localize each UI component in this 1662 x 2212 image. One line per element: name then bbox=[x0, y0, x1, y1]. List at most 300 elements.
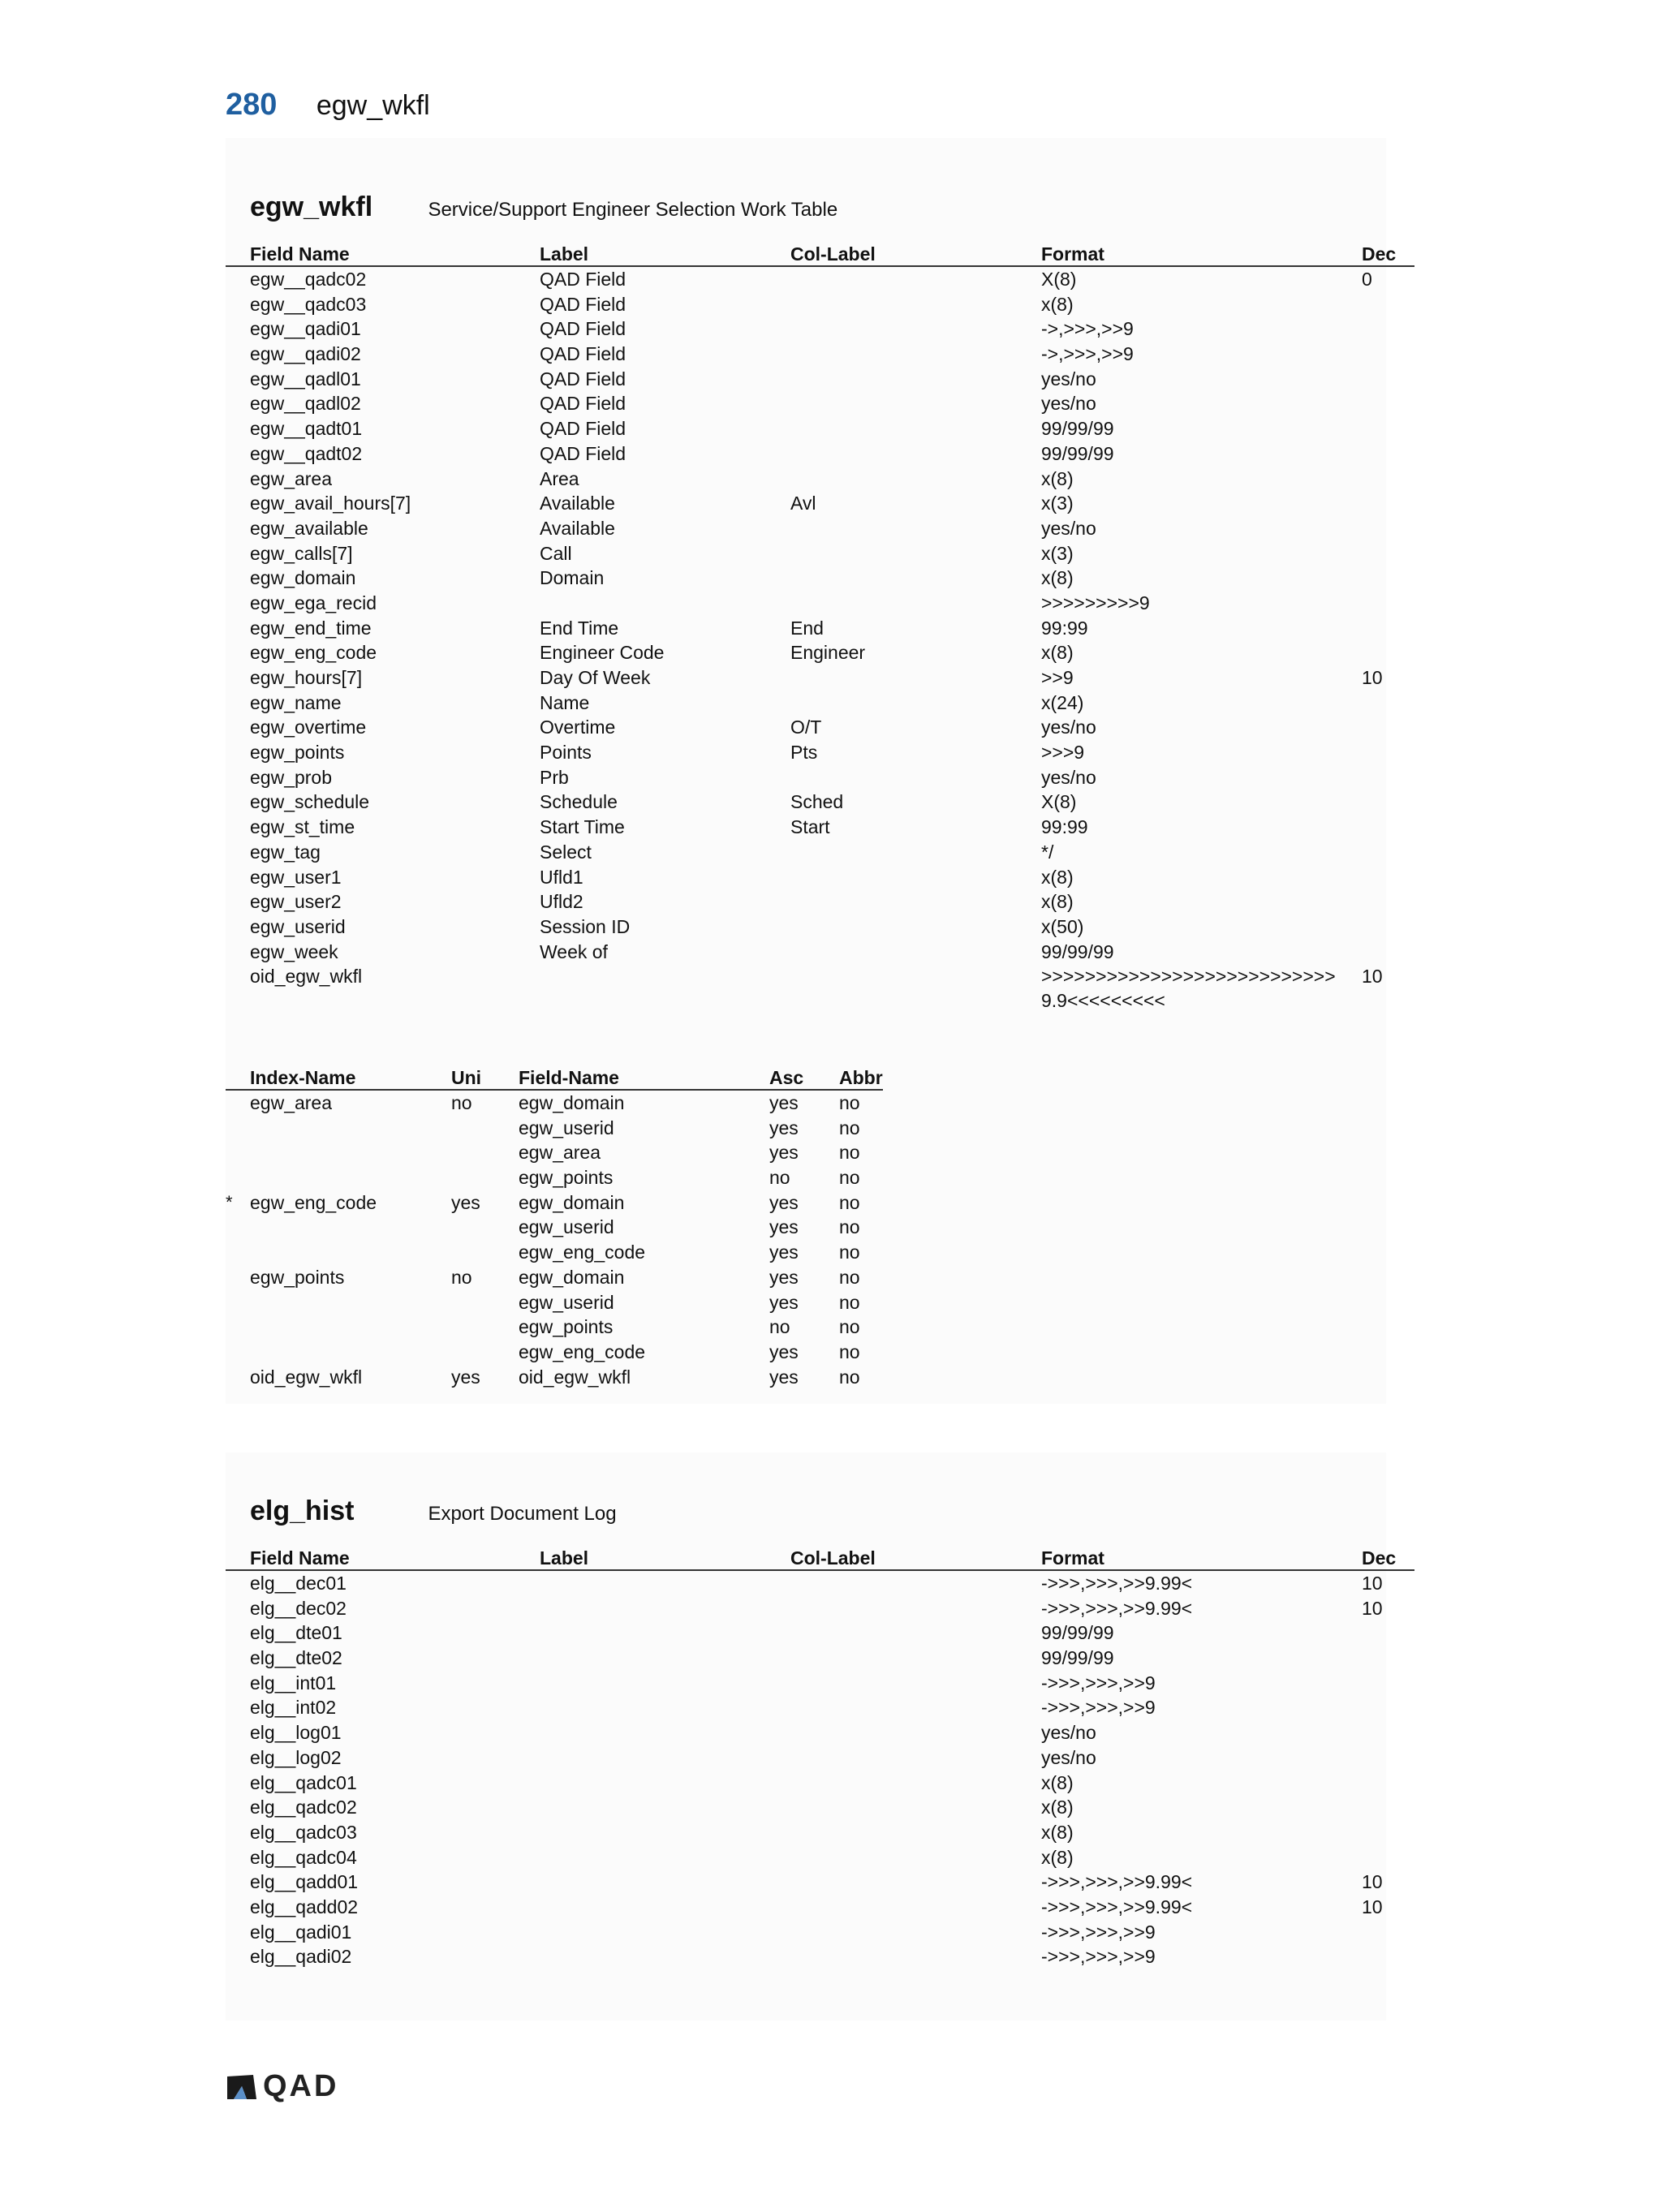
table-row bbox=[226, 715, 1414, 740]
abbr-cell bbox=[815, 1140, 883, 1165]
dec-cell bbox=[1337, 316, 1414, 342]
abbr-cell-text: no bbox=[839, 1242, 860, 1263]
index-field-cell bbox=[494, 1265, 745, 1290]
asc-cell bbox=[745, 1240, 815, 1265]
col-label-cell bbox=[766, 1820, 1017, 1845]
format-cell: X(8) bbox=[1041, 791, 1077, 813]
index-row bbox=[226, 1215, 883, 1240]
col-label-cell bbox=[766, 391, 1017, 416]
dec-cell bbox=[1337, 491, 1414, 516]
col-label-cell: Start bbox=[790, 816, 830, 838]
label-cell: Ufld2 bbox=[540, 891, 583, 913]
label-cell: Week of bbox=[540, 940, 608, 962]
field-name-cell: egw_ega_recid bbox=[250, 592, 377, 613]
table-row bbox=[226, 914, 1414, 940]
format-cell: yes/no bbox=[1041, 517, 1096, 539]
label-cell: Domain bbox=[540, 567, 605, 589]
dec-cell bbox=[1337, 740, 1414, 765]
asc-cell-text: yes bbox=[769, 1291, 799, 1313]
table-row bbox=[226, 491, 1414, 516]
header-col-label: Col-Label bbox=[766, 240, 1017, 266]
table-row bbox=[226, 1620, 1414, 1646]
index-name-cell bbox=[226, 1340, 427, 1365]
asc-cell bbox=[745, 1165, 815, 1190]
abbr-cell bbox=[815, 1315, 883, 1340]
dec-cell bbox=[1337, 815, 1414, 840]
label-cell bbox=[515, 1895, 766, 1920]
label-cell bbox=[515, 1671, 766, 1696]
dec-cell bbox=[1337, 441, 1414, 467]
field-name-cell: egw__qadt02 bbox=[250, 442, 363, 464]
format-cell: */ bbox=[1041, 841, 1054, 863]
abbr-cell-text: no bbox=[839, 1216, 860, 1238]
index-name-cell bbox=[226, 1315, 427, 1340]
label-cell: QAD Field bbox=[540, 269, 626, 290]
index-name-cell bbox=[226, 1265, 427, 1290]
field-name-cell: egw_name bbox=[250, 691, 342, 713]
format-cell: x(8) bbox=[1041, 1797, 1074, 1818]
col-label-cell: End bbox=[790, 617, 824, 639]
dec-cell bbox=[1337, 1944, 1414, 1969]
abbr-cell-text: no bbox=[839, 1092, 860, 1113]
col-label-cell bbox=[766, 1920, 1017, 1945]
field-name-cell: elg__dte02 bbox=[250, 1647, 342, 1669]
field-name-cell: egw_tag bbox=[250, 841, 321, 863]
dec-cell bbox=[1337, 1795, 1414, 1820]
asc-cell bbox=[745, 1140, 815, 1165]
dec-cell bbox=[1337, 391, 1414, 416]
field-name-cell: egw_schedule bbox=[250, 791, 370, 813]
format-cell: x(8) bbox=[1041, 866, 1074, 888]
abbr-cell bbox=[815, 1165, 883, 1190]
format-cell: 99/99/99 bbox=[1041, 442, 1114, 464]
unique-cell-text: yes bbox=[451, 1366, 480, 1388]
unique-cell-text: no bbox=[451, 1092, 472, 1113]
asc-cell bbox=[745, 1290, 815, 1315]
table-row bbox=[226, 391, 1414, 416]
dec-cell bbox=[1337, 292, 1414, 317]
table-description: Service/Support Engineer Selection Work Table bbox=[428, 199, 838, 221]
label-cell: QAD Field bbox=[540, 318, 626, 340]
index-row bbox=[226, 1265, 883, 1290]
unique-cell bbox=[427, 1290, 494, 1315]
header-dec: Dec bbox=[1337, 240, 1414, 266]
table-row bbox=[226, 1895, 1414, 1920]
field-name-cell: elg__int01 bbox=[250, 1672, 337, 1693]
table-row bbox=[226, 1646, 1414, 1671]
egw-wkfl-index-table bbox=[226, 1064, 883, 1389]
table-row bbox=[226, 765, 1414, 790]
unique-cell bbox=[427, 1165, 494, 1190]
table-row bbox=[226, 865, 1414, 890]
col-label-cell: Avl bbox=[790, 493, 816, 514]
table-row bbox=[226, 640, 1414, 665]
field-name-cell: egw__qadi02 bbox=[250, 343, 361, 365]
unique-cell bbox=[427, 1215, 494, 1240]
table-row bbox=[226, 266, 1414, 292]
index-header-row bbox=[226, 1064, 883, 1090]
dec-cell bbox=[1337, 715, 1414, 740]
label-cell: Name bbox=[540, 691, 590, 713]
unique-cell bbox=[427, 1240, 494, 1265]
format-cell: yes/no bbox=[1041, 766, 1096, 788]
abbr-cell bbox=[815, 1215, 883, 1240]
format-cell: 99/99/99 bbox=[1041, 940, 1114, 962]
unique-cell-text: no bbox=[451, 1266, 472, 1288]
format-cell: x(8) bbox=[1041, 1821, 1074, 1843]
index-field-cell-text: egw_userid bbox=[519, 1117, 614, 1138]
field-name-cell: elg__qadi01 bbox=[250, 1921, 352, 1943]
dec-cell bbox=[1337, 1620, 1414, 1646]
index-row bbox=[226, 1165, 883, 1190]
label-cell: Session ID bbox=[540, 915, 631, 937]
table-row bbox=[226, 342, 1414, 367]
header-label: Label bbox=[515, 1544, 766, 1570]
table-row bbox=[226, 1671, 1414, 1696]
dec-cell bbox=[1337, 541, 1414, 566]
format-cell: >>9 bbox=[1041, 667, 1074, 688]
table-row bbox=[226, 1920, 1414, 1945]
header-field-name: Field Name bbox=[226, 1544, 515, 1570]
col-label-cell bbox=[766, 691, 1017, 716]
format-cell: x(8) bbox=[1041, 567, 1074, 589]
header-uni: Uni bbox=[427, 1064, 494, 1090]
dec-cell: 10 bbox=[1362, 1871, 1383, 1893]
elg-hist-field-table bbox=[226, 1544, 1414, 1969]
col-label-cell bbox=[766, 516, 1017, 541]
asc-cell bbox=[745, 1315, 815, 1340]
dec-cell bbox=[1337, 940, 1414, 965]
asc-cell bbox=[745, 1365, 815, 1390]
label-cell: End Time bbox=[540, 617, 619, 639]
index-field-cell bbox=[494, 1165, 745, 1190]
label-cell: QAD Field bbox=[540, 343, 626, 365]
table-row bbox=[226, 691, 1414, 716]
field-name-cell: egw_st_time bbox=[250, 816, 355, 838]
dec-cell bbox=[1337, 616, 1414, 641]
format-cell: ->>>,>>>,>>9 bbox=[1041, 1672, 1156, 1693]
index-field-cell-text: egw_userid bbox=[519, 1291, 614, 1313]
label-cell bbox=[515, 1620, 766, 1646]
label-cell: Prb bbox=[540, 766, 569, 788]
field-name-cell: elg__dec02 bbox=[250, 1597, 347, 1619]
col-label-cell bbox=[766, 441, 1017, 467]
table-row bbox=[226, 541, 1414, 566]
dec-cell bbox=[1337, 865, 1414, 890]
dec-cell bbox=[1337, 367, 1414, 392]
format-cell: ->>>,>>>,>>9.99< bbox=[1041, 1573, 1193, 1594]
abbr-cell-text: no bbox=[839, 1191, 860, 1213]
dec-cell: 10 bbox=[1362, 1896, 1383, 1917]
label-cell: Available bbox=[540, 493, 615, 514]
table-row bbox=[226, 416, 1414, 441]
index-field-cell-text: egw_domain bbox=[519, 1191, 625, 1213]
label-cell bbox=[515, 1720, 766, 1745]
label-cell bbox=[515, 1944, 766, 1969]
index-field-cell bbox=[494, 1116, 745, 1141]
col-label-cell bbox=[766, 1795, 1017, 1820]
index-name-cell-text: egw_points bbox=[250, 1266, 345, 1288]
index-row bbox=[226, 1140, 883, 1165]
index-row bbox=[226, 1090, 883, 1116]
dec-cell bbox=[1337, 1695, 1414, 1720]
field-header-row bbox=[226, 240, 1414, 266]
col-label-cell bbox=[766, 1944, 1017, 1969]
dec-cell bbox=[1337, 790, 1414, 815]
col-label-cell bbox=[766, 566, 1017, 591]
index-field-cell-text: egw_domain bbox=[519, 1266, 625, 1288]
asc-cell bbox=[745, 1340, 815, 1365]
label-cell: Engineer Code bbox=[540, 642, 665, 664]
dec-cell bbox=[1337, 516, 1414, 541]
table-row bbox=[226, 1570, 1414, 1596]
label-cell: Area bbox=[540, 467, 579, 489]
table-row bbox=[226, 1820, 1414, 1845]
field-name-cell: elg__qadd01 bbox=[250, 1871, 359, 1893]
unique-cell bbox=[427, 1116, 494, 1141]
format-cell: ->>>,>>>,>>9 bbox=[1041, 1946, 1156, 1968]
label-cell: QAD Field bbox=[540, 418, 626, 440]
col-label-cell: Pts bbox=[790, 742, 818, 764]
index-field-cell bbox=[494, 1340, 745, 1365]
index-name-cell bbox=[226, 1190, 427, 1216]
dec-cell bbox=[1337, 416, 1414, 441]
asc-cell-text: yes bbox=[769, 1242, 799, 1263]
col-label-cell bbox=[766, 765, 1017, 790]
table-row bbox=[226, 815, 1414, 840]
label-cell bbox=[515, 591, 766, 616]
abbr-cell bbox=[815, 1365, 883, 1390]
col-label-cell bbox=[766, 1771, 1017, 1796]
unique-cell bbox=[427, 1265, 494, 1290]
format-cell: ->,>>>,>>9 bbox=[1041, 318, 1134, 340]
field-name-cell: elg__dte01 bbox=[250, 1622, 342, 1644]
col-label-cell bbox=[766, 541, 1017, 566]
label-cell: QAD Field bbox=[540, 368, 626, 389]
field-name-cell: egw_eng_code bbox=[250, 642, 377, 664]
field-name-cell: egw_points bbox=[250, 742, 345, 764]
table-row bbox=[226, 889, 1414, 914]
format-cell: ->>>,>>>,>>9.99< bbox=[1041, 1597, 1193, 1619]
col-label-cell bbox=[766, 1720, 1017, 1745]
index-field-cell-text: egw_area bbox=[519, 1142, 601, 1164]
header-format: Format bbox=[1017, 240, 1337, 266]
index-field-cell-text: egw_eng_code bbox=[519, 1242, 646, 1263]
col-label-cell bbox=[766, 1620, 1017, 1646]
table-row bbox=[226, 1870, 1414, 1895]
label-cell bbox=[515, 964, 766, 1013]
table-row bbox=[226, 292, 1414, 317]
unique-cell bbox=[427, 1140, 494, 1165]
field-name-cell: egw__qadt01 bbox=[250, 418, 363, 440]
field-name-cell: egw_user2 bbox=[250, 891, 342, 913]
unique-cell bbox=[427, 1340, 494, 1365]
index-row bbox=[226, 1190, 883, 1216]
asc-cell-text: no bbox=[769, 1167, 790, 1189]
field-name-cell: egw_user1 bbox=[250, 866, 342, 888]
table-row bbox=[226, 1944, 1414, 1969]
field-name-cell: elg__qadc03 bbox=[250, 1821, 357, 1843]
dec-cell bbox=[1337, 591, 1414, 616]
table-row bbox=[226, 467, 1414, 492]
field-name-cell: egw__qadl01 bbox=[250, 368, 361, 389]
format-cell: x(24) bbox=[1041, 691, 1084, 713]
format-cell: X(8) bbox=[1041, 269, 1077, 290]
col-label-cell bbox=[766, 1596, 1017, 1621]
index-name-cell-text: oid_egw_wkfl bbox=[250, 1366, 363, 1388]
asc-cell-text: yes bbox=[769, 1142, 799, 1164]
dec-cell bbox=[1337, 342, 1414, 367]
abbr-cell bbox=[815, 1340, 883, 1365]
asc-cell-text: yes bbox=[769, 1191, 799, 1213]
unique-cell bbox=[427, 1315, 494, 1340]
dec-cell bbox=[1337, 566, 1414, 591]
asc-cell bbox=[745, 1215, 815, 1240]
format-cell: yes/no bbox=[1041, 1722, 1096, 1744]
label-cell bbox=[515, 1646, 766, 1671]
header-dec: Dec bbox=[1337, 1544, 1414, 1570]
field-name-cell: elg__int02 bbox=[250, 1697, 337, 1719]
label-cell bbox=[515, 1745, 766, 1771]
index-row bbox=[226, 1340, 883, 1365]
dec-cell bbox=[1337, 1845, 1414, 1870]
field-name-cell: egw_domain bbox=[250, 567, 356, 589]
col-label-cell bbox=[766, 1695, 1017, 1720]
table-row bbox=[226, 316, 1414, 342]
col-label-cell bbox=[766, 342, 1017, 367]
field-name-cell: elg__qadi02 bbox=[250, 1946, 352, 1968]
field-name-cell: egw__qadc02 bbox=[250, 269, 367, 290]
dec-cell bbox=[1337, 914, 1414, 940]
dec-cell: 10 bbox=[1362, 966, 1383, 988]
col-label-cell bbox=[766, 889, 1017, 914]
format-cell: x(50) bbox=[1041, 915, 1084, 937]
format-cell: >>>9 bbox=[1041, 742, 1085, 764]
index-field-cell bbox=[494, 1365, 745, 1390]
index-name-cell bbox=[226, 1140, 427, 1165]
label-cell bbox=[515, 1596, 766, 1621]
col-label-cell: Sched bbox=[790, 791, 844, 813]
asc-cell bbox=[745, 1116, 815, 1141]
format-cell: x(8) bbox=[1041, 891, 1074, 913]
table-row bbox=[226, 566, 1414, 591]
dec-cell bbox=[1337, 889, 1414, 914]
format-cell: 99/99/99 bbox=[1041, 418, 1114, 440]
asc-cell-text: yes bbox=[769, 1341, 799, 1362]
unique-cell bbox=[427, 1365, 494, 1390]
index-field-cell bbox=[494, 1090, 745, 1116]
index-field-cell bbox=[494, 1290, 745, 1315]
index-name-cell bbox=[226, 1240, 427, 1265]
primary-index-marker: * bbox=[226, 1191, 233, 1212]
asc-cell-text: yes bbox=[769, 1117, 799, 1138]
index-field-cell bbox=[494, 1215, 745, 1240]
index-row bbox=[226, 1116, 883, 1141]
logo-text: QAD bbox=[263, 2069, 339, 2103]
format-cell: x(8) bbox=[1041, 1846, 1074, 1868]
format-cell: >>>>>>>>>>>>>>>>>>>>>>>>>>>9.9<<<<<<<<< bbox=[1041, 966, 1336, 1012]
field-name-cell: egw_overtime bbox=[250, 717, 367, 738]
asc-cell-text: yes bbox=[769, 1216, 799, 1238]
col-label-cell bbox=[766, 292, 1017, 317]
index-name-cell bbox=[226, 1215, 427, 1240]
abbr-cell-text: no bbox=[839, 1291, 860, 1313]
table-row bbox=[226, 1845, 1414, 1870]
abbr-cell bbox=[815, 1090, 883, 1116]
header-field-name: Field Name bbox=[226, 240, 515, 266]
col-label-cell bbox=[766, 1870, 1017, 1895]
table-row bbox=[226, 790, 1414, 815]
index-name-cell bbox=[226, 1165, 427, 1190]
label-cell bbox=[515, 1570, 766, 1596]
index-field-cell-text: egw_points bbox=[519, 1167, 614, 1189]
dec-cell: 10 bbox=[1362, 1597, 1383, 1619]
field-name-cell: elg__qadc01 bbox=[250, 1771, 357, 1793]
asc-cell-text: yes bbox=[769, 1266, 799, 1288]
label-cell: Call bbox=[540, 542, 572, 564]
abbr-cell bbox=[815, 1240, 883, 1265]
index-field-cell-text: egw_eng_code bbox=[519, 1341, 646, 1362]
abbr-cell-text: no bbox=[839, 1341, 860, 1362]
table-row bbox=[226, 591, 1414, 616]
field-header-row bbox=[226, 1544, 1414, 1570]
index-name-cell-text: egw_eng_code bbox=[250, 1191, 377, 1213]
abbr-cell bbox=[815, 1290, 883, 1315]
format-cell: >>>>>>>>>9 bbox=[1041, 592, 1150, 613]
format-cell: ->>>,>>>,>>9 bbox=[1041, 1921, 1156, 1943]
field-name-cell: egw_available bbox=[250, 517, 368, 539]
label-cell: Schedule bbox=[540, 791, 618, 813]
col-label-cell bbox=[766, 865, 1017, 890]
header-asc: Asc bbox=[745, 1064, 815, 1090]
dec-cell: 10 bbox=[1362, 1573, 1383, 1594]
table-name: elg_hist bbox=[250, 1495, 355, 1526]
format-cell: yes/no bbox=[1041, 368, 1096, 389]
label-cell: Start Time bbox=[540, 816, 625, 838]
col-label-cell bbox=[766, 1845, 1017, 1870]
col-label-cell: Engineer bbox=[790, 642, 866, 664]
index-row bbox=[226, 1290, 883, 1315]
page-header bbox=[226, 88, 430, 123]
dec-cell bbox=[1337, 840, 1414, 865]
field-name-cell: egw_hours[7] bbox=[250, 667, 363, 688]
col-label-cell bbox=[766, 1671, 1017, 1696]
format-cell: x(8) bbox=[1041, 467, 1074, 489]
table-row bbox=[226, 940, 1414, 965]
label-cell: QAD Field bbox=[540, 293, 626, 315]
format-cell: ->>>,>>>,>>9 bbox=[1041, 1697, 1156, 1719]
index-field-cell-text: egw_userid bbox=[519, 1216, 614, 1238]
index-field-cell-text: egw_points bbox=[519, 1316, 614, 1338]
header-field-name: Field-Name bbox=[494, 1064, 745, 1090]
col-label-cell bbox=[766, 940, 1017, 965]
unique-cell bbox=[427, 1090, 494, 1116]
asc-cell-text: yes bbox=[769, 1366, 799, 1388]
table-row bbox=[226, 964, 1414, 1013]
table-row bbox=[226, 840, 1414, 865]
label-cell: Points bbox=[540, 742, 592, 764]
format-cell: ->>>,>>>,>>9.99< bbox=[1041, 1871, 1193, 1893]
field-name-cell: elg__qadc02 bbox=[250, 1797, 357, 1818]
label-cell: Overtime bbox=[540, 717, 616, 738]
format-cell: 99:99 bbox=[1041, 617, 1088, 639]
label-cell bbox=[515, 1695, 766, 1720]
table-row bbox=[226, 1695, 1414, 1720]
table-row bbox=[226, 441, 1414, 467]
abbr-cell-text: no bbox=[839, 1142, 860, 1164]
index-row bbox=[226, 1365, 883, 1390]
format-cell: x(8) bbox=[1041, 1771, 1074, 1793]
